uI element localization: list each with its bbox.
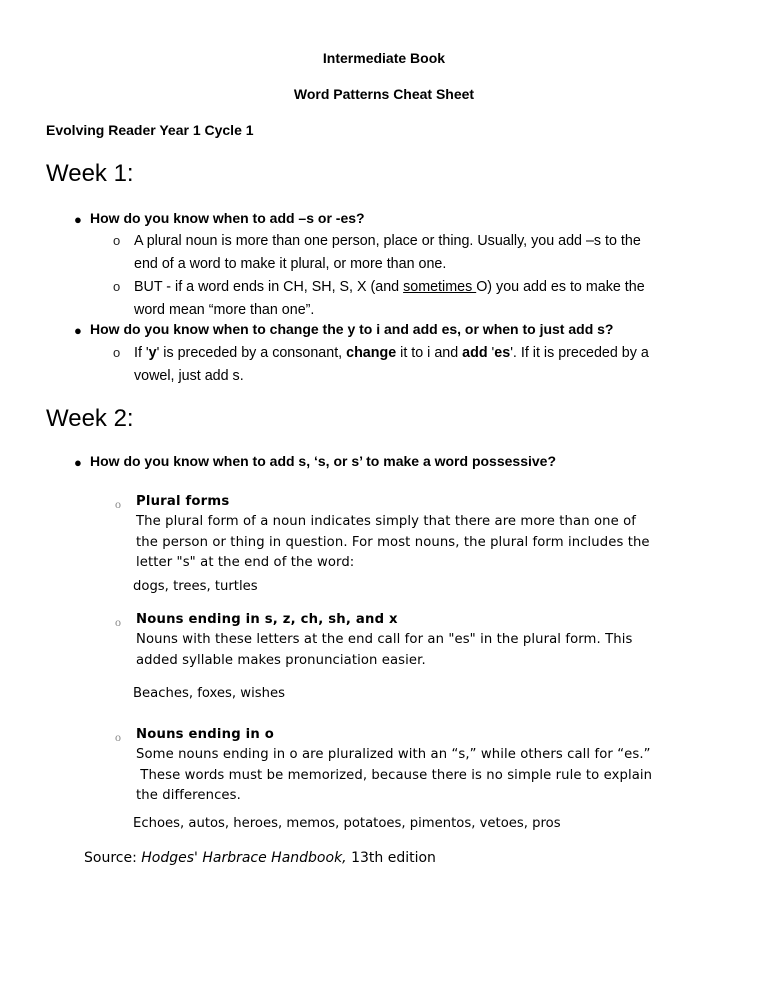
nouns-s-z-line1: Nouns with these letters at the end call for an "es" in the plural form. This [136, 632, 633, 647]
bullet-circle-icon: o [115, 730, 121, 744]
bullet-circle-icon: o [115, 615, 121, 629]
source-edition: 13th edition [346, 850, 436, 866]
answer3-es: es [494, 345, 511, 361]
week2-heading: Week 2: [46, 405, 134, 432]
answer3-part4: ' [487, 345, 495, 361]
nouns-o-line2: These words must be memorized, because there is no simple rule to explain [136, 767, 653, 783]
week1-answer1-line1: A plural noun is more than one person, place or thing. Usually, you add –s to the [134, 233, 641, 249]
week1-question1: How do you know when to add –s or -es? [90, 210, 365, 226]
answer2-text-pre: BUT - if a word ends in CH, SH, S, X (and [134, 279, 404, 295]
answer3-part2: ' is preceded by a consonant, [156, 345, 347, 361]
bullet-circle-icon: o [113, 345, 121, 360]
bullet-circle-icon: o [113, 233, 121, 248]
nouns-s-z-title: Nouns ending in s, z, ch, sh, and x [136, 612, 398, 627]
source-book: Hodges' Harbrace Handbook, [141, 850, 347, 866]
bullet-circle-icon: o [113, 279, 121, 294]
bullet-circle-icon: o [115, 497, 121, 511]
week1-answer1-line2: end of a word to make it plural, or more than one. [134, 256, 447, 272]
week1-answer3-line1 [134, 342, 734, 365]
bullet-disc-icon: ● [74, 455, 82, 470]
nouns-s-z-body [136, 630, 736, 671]
week1-answer2 [134, 276, 734, 322]
plural-forms-line1: The plural form of a noun indicates simply that there are more than one of [136, 514, 636, 529]
week1-answer1 [134, 230, 734, 276]
plural-forms-example: dogs, trees, turtles [133, 579, 258, 594]
answer3-add: add [462, 345, 488, 361]
plural-forms-body [136, 512, 736, 574]
source-label: Source: [84, 850, 142, 866]
plural-forms-line2: the person or thing in question. For most nouns, the plural form includes the [136, 534, 650, 550]
answer3-part1: If ' [134, 345, 149, 361]
week1-heading: Week 1: [46, 160, 134, 187]
plural-forms-line3: letter "s" at the end of the word: [136, 555, 355, 570]
week2-question1: How do you know when to add s, ‘s, or s’ to make a word possessive? [90, 453, 556, 469]
nouns-s-z-line2: added syllable makes pronunciation easier. [136, 652, 426, 668]
answer2-text-underlined: sometimes [403, 279, 477, 295]
week1-answer2-line2: word mean “more than one”. [134, 302, 315, 318]
answer2-text-post: O) you add es to make the [476, 279, 645, 295]
nouns-o-body [136, 745, 736, 807]
answer3-y: y [148, 345, 157, 361]
nouns-o-line3: the differences. [136, 788, 241, 803]
nouns-s-z-example: Beaches, foxes, wishes [133, 686, 285, 701]
week1-question2: How do you know when to change the y to i and add es, or when to just add s? [90, 321, 614, 337]
answer3-part3: it to i and [396, 345, 463, 361]
bullet-disc-icon: ● [74, 323, 82, 338]
answer3-change: change [346, 345, 397, 361]
week1-answer3-line2: vowel, just add s. [134, 368, 244, 384]
answer3-part5: '. If it is preceded by a [510, 345, 649, 361]
week1-answer3 [134, 342, 734, 388]
nouns-o-title: Nouns ending in o [136, 727, 274, 742]
course-label: Evolving Reader Year 1 Cycle 1 [46, 122, 254, 138]
bullet-disc-icon: ● [74, 212, 82, 227]
plural-forms-title: Plural forms [136, 494, 230, 509]
nouns-o-line1: Some nouns ending in o are pluralized with an “s,” while others call for “es.” [136, 747, 651, 762]
source-citation [84, 850, 436, 866]
document-subtitle: Word Patterns Cheat Sheet [293, 86, 475, 102]
nouns-o-example: Echoes, autos, heroes, memos, potatoes, pimentos, vetoes, pros [133, 816, 561, 831]
week1-answer2-line1 [134, 276, 734, 299]
document-title: Intermediate Book [322, 50, 446, 66]
